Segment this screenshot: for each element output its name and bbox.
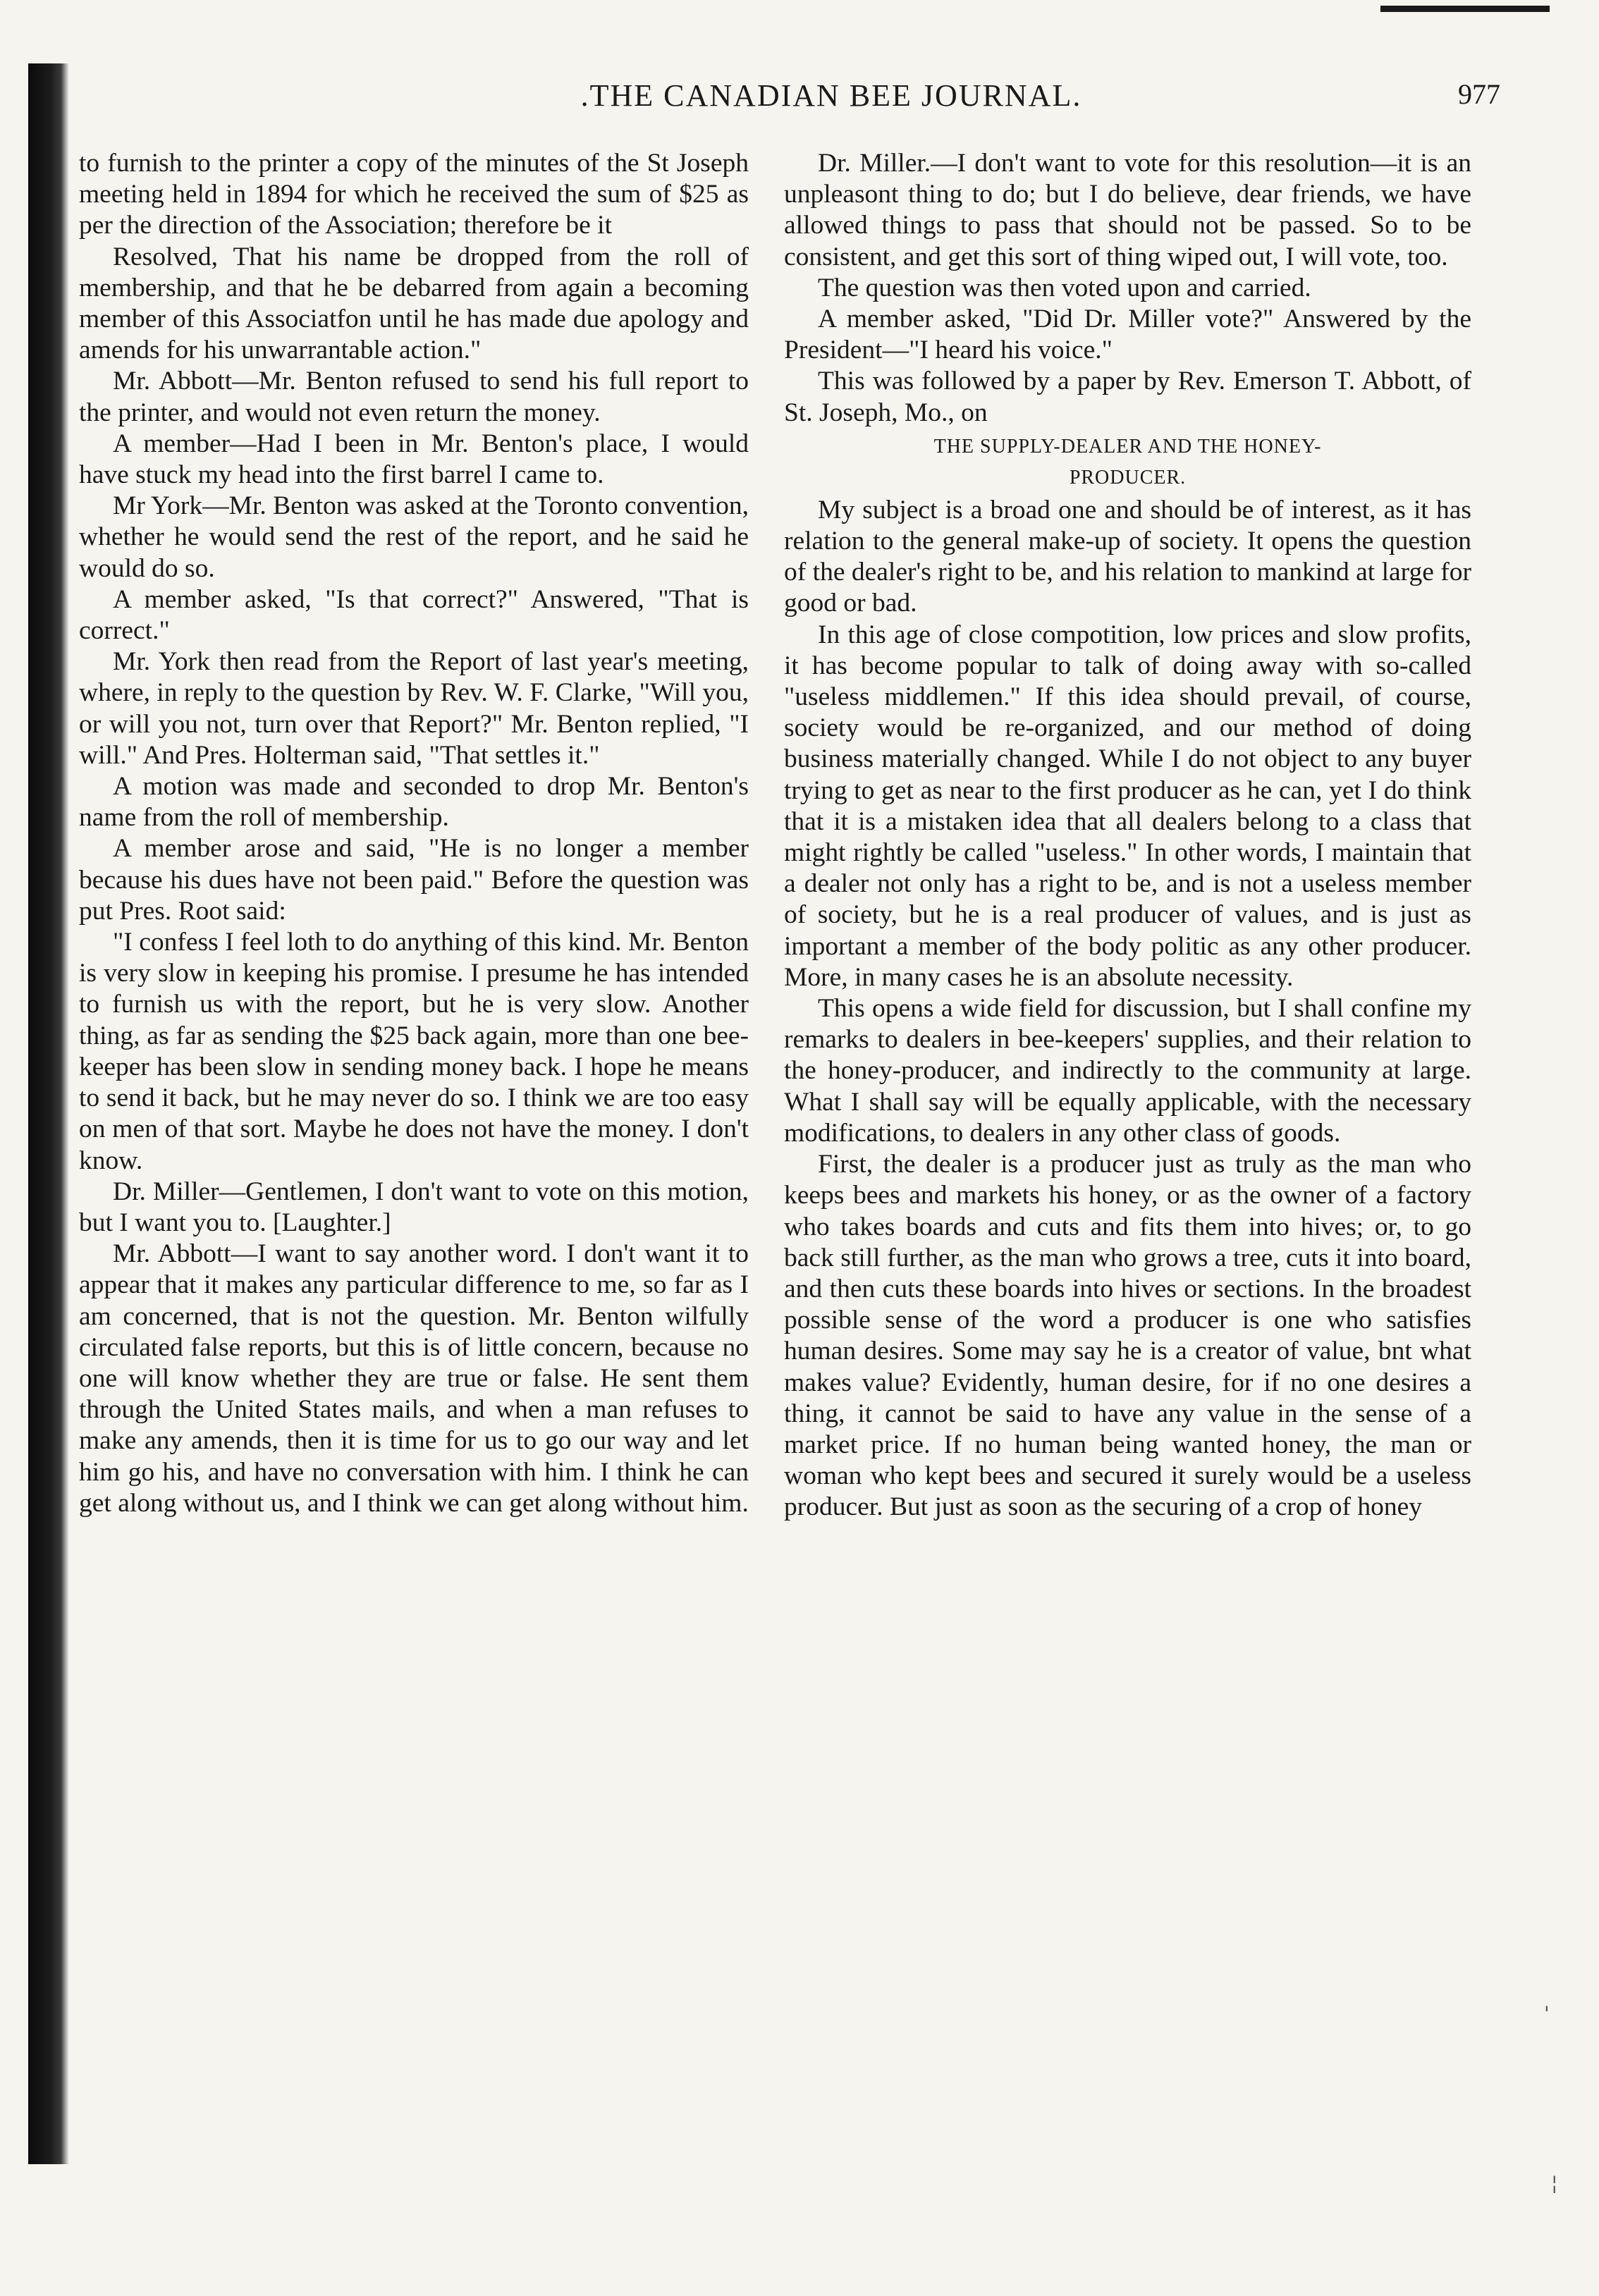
paragraph: A motion was made and seconded to drop Mr. Benton's name from the roll of membership. <box>79 772 749 833</box>
paragraph: Mr. Abbott—Mr. Benton refused to send his full report to the printer, and would not even return the money. <box>79 367 749 427</box>
margin-speck: ¦ <box>1551 2171 1558 2194</box>
margin-speck: ' <box>1544 2002 1550 2025</box>
paragraph: A member arose and said, "He is no longer a member because his dues have not been paid." Before the question was put Pres. Root said: <box>79 834 749 926</box>
section-heading-line2: PRODUCER. <box>1069 466 1187 489</box>
paragraph: Dr. Miller.—I don't want to vote for this resolution—it is an unpleasont thing to do; but I do believe, dear friends, we have allowed things to pass that should not be passed. So to be consistent, and get this sort of thing wiped out, I will vote, too. <box>784 149 1471 271</box>
paragraph: First, the dealer is a producer just as truly as the man who keeps bees and markets his honey, or as the owner of a factory who takes boards and cuts and fits them into hives; or, to go back still further, as the man who grows a tree, cuts it into board, and then cuts these boards into hives or sections. In the broadest possible sense of the word a producer is one who satisfies human desires. Some may say he is a creator of value, bnt what makes value? Evidently, human desire, for if no one desires a thing, it cannot be said to have any value in the sense of a market price. If no human being wanted honey, the man or woman who kept bees and secured it surely would be a useless producer. But just as soon as the securing of a crop of honey <box>784 1150 1471 1522</box>
right-column <box>784 148 1471 1523</box>
paragraph: My subject is a broad one and should be of interest, as it has relation to the general make-up of society. It opens the question of the dealer's right to be, and his relation to mankind at large for good or bad. <box>784 495 1471 618</box>
page-number: 977 <box>1458 78 1500 110</box>
binding-shadow <box>28 63 69 2164</box>
paragraph: Mr. York then read from the Report of last year's meeting, where, in reply to the question by Rev. W. F. Clarke, "Will you, or will you not, turn over that Report?" Mr. Benton replied, "I will." And Pres. Holterman said, "That settles it." <box>79 647 749 770</box>
paragraph: Mr York—Mr. Benton was asked at the Toronto convention, whether he would send the rest of the report, and he said he would do so. <box>79 491 749 583</box>
paragraph: This opens a wide field for discussion, but I shall confine my remarks to dealers in bee-keepers' supplies, and their relation to the honey-producer, and indirectly to the community at large. What I shall say will be equally applicable, with the necessary modifications, to dealers in any other class of goods. <box>784 994 1471 1148</box>
paragraph: This was followed by a paper by Rev. Emerson T. Abbott, of St. Joseph, Mo., on <box>784 367 1471 427</box>
running-header <box>162 78 1500 127</box>
paragraph: Dr. Miller—Gentlemen, I don't want to vote on this motion, but I want you to. [Laughter.] <box>79 1177 749 1237</box>
left-column <box>79 148 749 1519</box>
paragraph: A member—Had I been in Mr. Benton's place, I would have stuck my head into the first barrel I came to. <box>79 429 749 490</box>
paragraph: "I confess I feel loth to do anything of this kind. Mr. Benton is very slow in keeping his promise. I presume he has intended to furnish us with the report, but he is very slow. Another thing, as far as sending the $25 back again, more than one bee-keeper has been slow in sending money back. I hope he means to send it back, but he may never do so. I think we are too easy on men of that sort. Maybe he does not have the money. I don't know. <box>79 928 749 1175</box>
paragraph: A member asked, "Is that correct?" Answered, "That is correct." <box>79 584 749 646</box>
paragraph: In this age of close compotition, low prices and slow profits, it has become popular to talk of doing away with so-called "useless middlemen." If this idea should prevail, of course, society would be re-organized, and our method of doing business materially changed. While I do not object to any buyer trying to get as near to the first producer as he can, yet I do think that it is a mistaken idea that all dealers belong to a class that might rightly be called "useless." In other words, I maintain that a dealer not only has a right to be, and is not a useless member of society, but he is a real producer of values, and is just as important a member of the body politic as any other producer. More, in many cases he is an absolute necessity. <box>784 620 1471 992</box>
section-heading <box>784 431 1471 493</box>
paragraph: Resolved, That his name be dropped from the roll of membership, and that he be debarred from again a becoming member of this Associatfon until he has made due apology and amends for his unwarrantable action." <box>79 242 749 365</box>
paragraph: The question was then voted upon and carried. <box>818 273 1311 302</box>
paragraph: to furnish to the printer a copy of the minutes of the St Joseph meeting held in 1894 for which he received the sum of $25 as per the direction of the Association; therefore be it <box>79 149 749 240</box>
journal-title: .THE CANADIAN BEE JOURNAL. <box>580 78 1082 113</box>
paragraph: Mr. Abbott—I want to say another word. I don't want it to appear that it makes any particular difference to me, so far as I am concerned, that is not the question. Mr. Benton wilfully circulated false reports, but this is of little concern, because no one will know whether they are true or false. He sent them through the United States mails, and when a man refuses to make any amends, then it is time for us to go our way and let him go his, and have no conversation with him. I think he can get along without us, and I think we can get along without him. <box>79 1239 749 1518</box>
paragraph: A member asked, "Did Dr. Miller vote?" Answered by the President—"I heard his voice." <box>784 305 1471 365</box>
section-heading-line1: THE SUPPLY-DEALER AND THE HONEY- <box>933 435 1322 458</box>
top-rule <box>1380 6 1550 12</box>
